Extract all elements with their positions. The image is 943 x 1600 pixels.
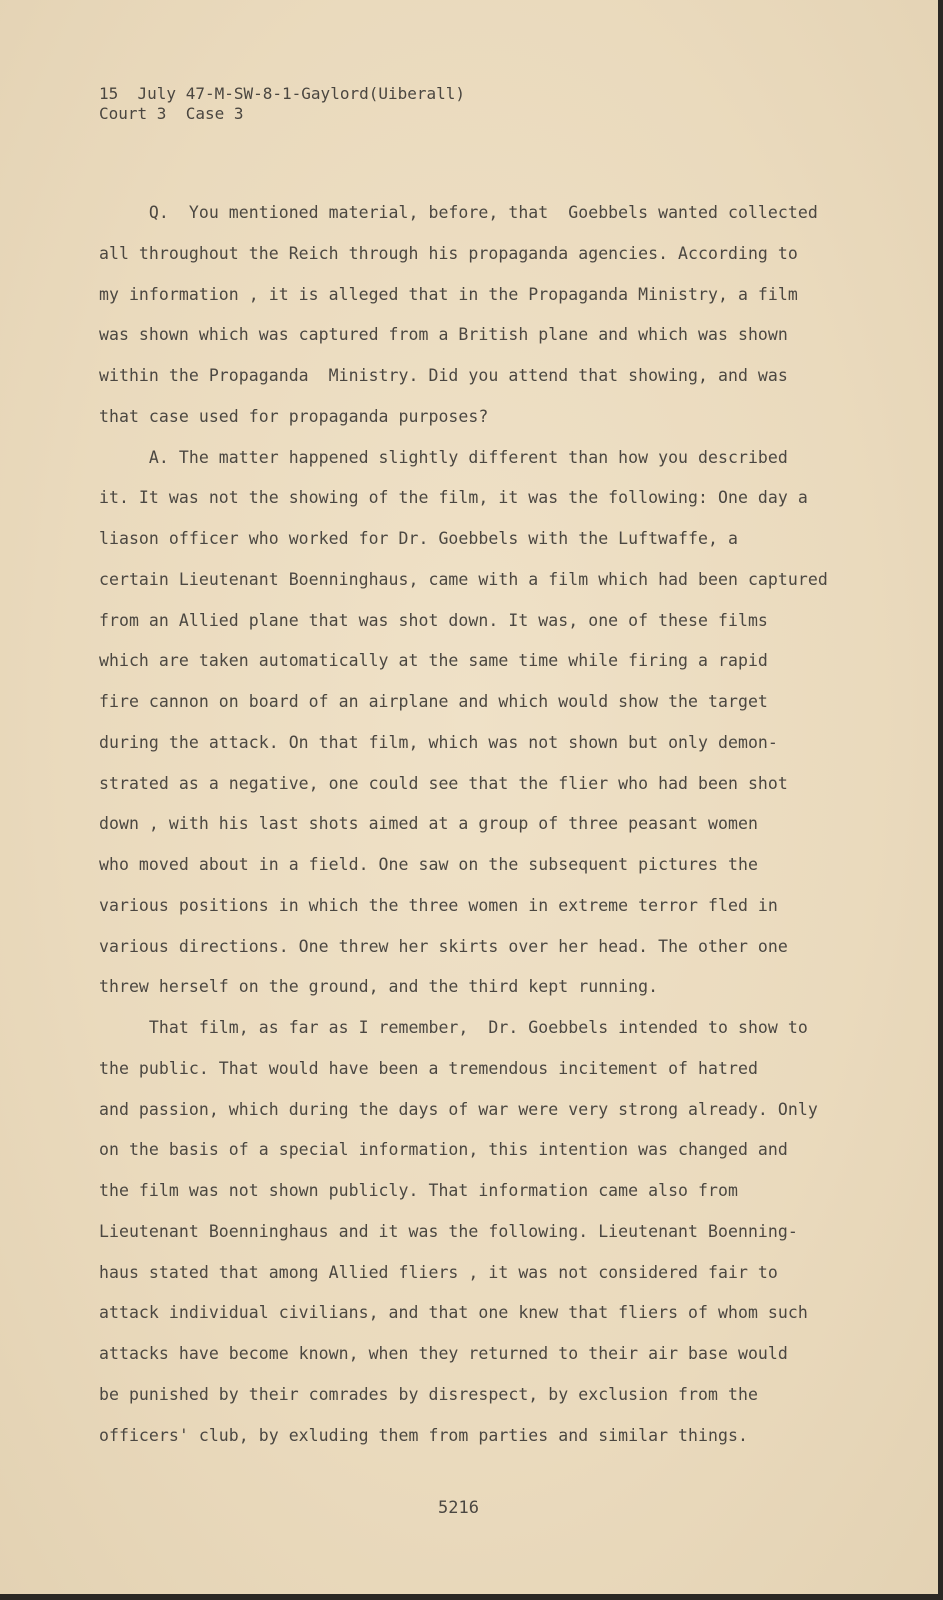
- transcript-line: A. The matter happened slightly different than how you described: [99, 448, 788, 467]
- transcript-line: Lieutenant Boenninghaus and it was the following. Lieutenant Boenning-: [99, 1222, 798, 1241]
- transcript-line: Q. You mentioned material, before, that Goebbels wanted collected: [99, 203, 818, 222]
- transcript-line: threw herself on the ground, and the third kept running.: [99, 977, 659, 996]
- transcript-line: within the Propaganda Ministry. Did you attend that showing, and was: [99, 366, 788, 385]
- transcript-line: certain Lieutenant Boenninghaus, came with a film which had been captured: [99, 570, 828, 589]
- document-header: [99, 84, 465, 124]
- transcript-line: haus stated that among Allied fliers , it was not considered fair to: [99, 1263, 778, 1282]
- transcript-line: that case used for propaganda purposes?: [99, 407, 489, 426]
- transcript-line: my information , it is alleged that in the Propaganda Ministry, a film: [99, 285, 798, 304]
- scan-edge-bottom: [0, 1594, 943, 1600]
- transcript-line: and passion, which during the days of war were very strong already. Only: [99, 1100, 818, 1119]
- transcript-line: down , with his last shots aimed at a group of three peasant women: [99, 814, 758, 833]
- transcript-line: strated as a negative, one could see that the flier who had been shot: [99, 774, 788, 793]
- transcript-line: it. It was not the showing of the film, it was the following: One day a: [99, 488, 808, 507]
- transcript-line: officers' club, by exluding them from parties and similar things.: [99, 1426, 748, 1445]
- transcript-line: various positions in which the three women in extreme terror fled in: [99, 896, 778, 915]
- transcript-line: various directions. One threw her skirts over her head. The other one: [99, 937, 788, 956]
- transcript-line: from an Allied plane that was shot down. It was, one of these films: [99, 611, 768, 630]
- transcript-line: during the attack. On that film, which was not shown but only demon-: [99, 733, 778, 752]
- transcript-line: liason officer who worked for Dr. Goebbels with the Luftwaffe, a: [99, 529, 738, 548]
- header-date-line: 15 July 47-M-SW-8-1-Gaylord(Uiberall): [99, 84, 466, 103]
- header-court-line: Court 3 Case 3: [99, 104, 244, 123]
- transcript-line: the film was not shown publicly. That information came also from: [99, 1181, 738, 1200]
- transcript-line: attacks have become known, when they returned to their air base would: [99, 1344, 788, 1363]
- scan-edge-right: [938, 0, 943, 1600]
- transcript-line: attack individual civilians, and that one knew that fliers of whom such: [99, 1303, 808, 1322]
- transcript-line: on the basis of a special information, this intention was changed and: [99, 1140, 788, 1159]
- transcript-line: the public. That would have been a tremendous incitement of hatred: [99, 1059, 758, 1078]
- transcript-line: which are taken automatically at the same time while firing a rapid: [99, 651, 768, 670]
- transcript-line: That film, as far as I remember, Dr. Goebbels intended to show to: [99, 1018, 808, 1037]
- page-number: 5216: [438, 1498, 479, 1518]
- transcript-line: all throughout the Reich through his propaganda agencies. According to: [99, 244, 798, 263]
- transcript-line: fire cannon on board of an airplane and which would show the target: [99, 692, 768, 711]
- transcript-line: be punished by their comrades by disrespect, by exclusion from the: [99, 1385, 758, 1404]
- transcript-line: who moved about in a field. One saw on the subsequent pictures the: [99, 855, 758, 874]
- transcript-line: was shown which was captured from a British plane and which was shown: [99, 325, 788, 344]
